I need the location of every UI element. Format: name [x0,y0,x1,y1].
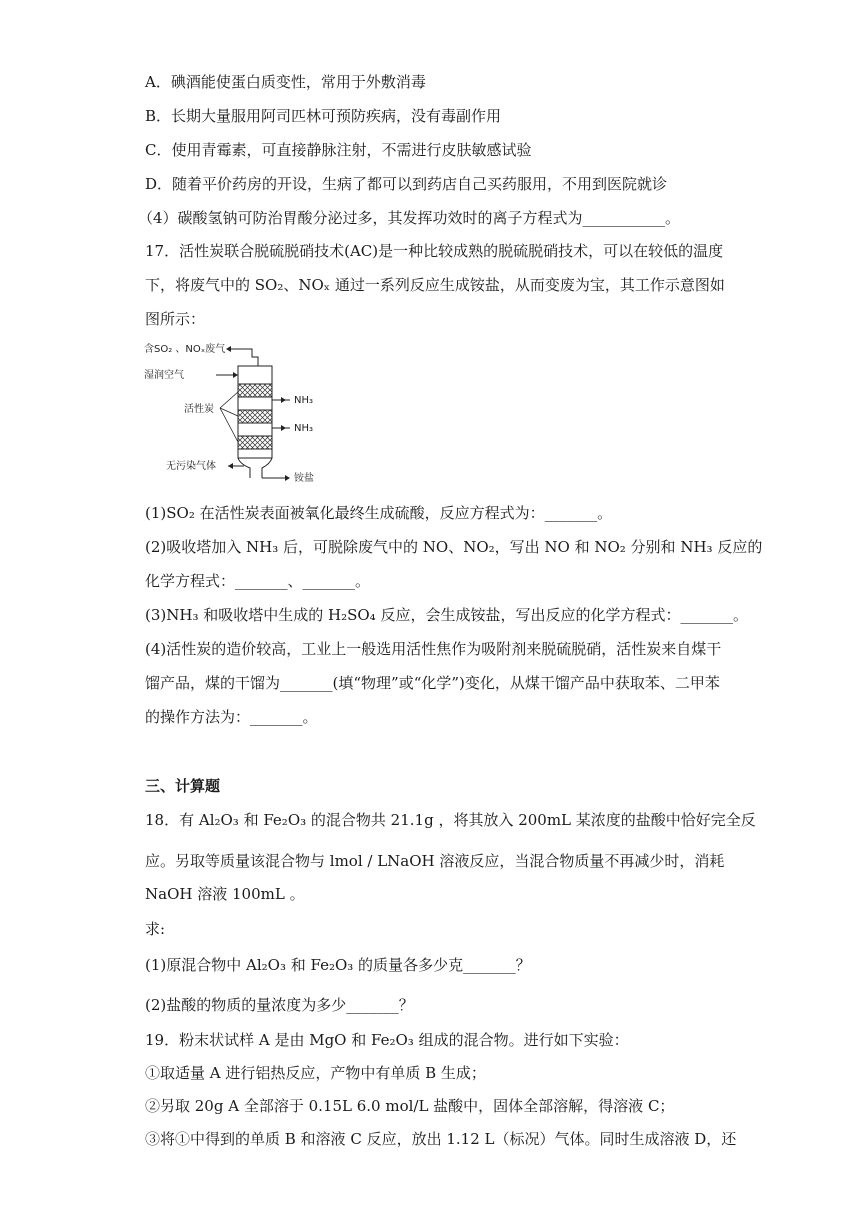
section-title: 三、计算题 [145,777,221,795]
q17-line-1: 17．活性炭联合脱硫脱硝技术(AC)是一种比较成熟的脱硫脱硝技术，可以在较低的温度 [145,242,724,260]
q17-part-2-cont: 化学方程式：_______、_______。 [145,572,371,590]
carbon-pointer-lines [220,392,238,442]
label-ammonium-salt: 铵盐 [294,473,314,484]
q17-part-2: (2)吸收塔加入 NH₃ 后，可脱除废气中的 NO、NO₂，写出 NO 和 NO₂ 分别和 NH₃ 反应的 [145,538,763,556]
label-activated-carbon: 活性炭 [184,404,214,415]
q17-part-4-end: 的操作方法为：_______。 [145,708,318,726]
q18-question-2: (2)盐酸的物质的量浓度为多少_______？ [145,996,414,1014]
q16-option-c: C．使用青霉素，可直接静脉注射，不需进行皮肤敏感试验 [145,141,532,159]
q18-line-1: 18．有 Al₂O₃ 和 Fe₂O₃ 的混合物共 21.1g ，将其放入 200mL 某浓度的盐酸中恰好完全反 [145,811,756,829]
q16-option-b: B．长期大量服用阿司匹林可预防疾病，没有毒副作用 [145,107,502,125]
q16-option-a: A．碘酒能使蛋白质变性，常用于外敷消毒 [145,73,426,91]
q17-part-4-cont: 馏产品，煤的干馏为_______(填“物理”或“化学”)变化，从煤干馏产品中获取苯、二甲苯 [145,674,720,692]
label-clean-gas: 无污染气体 [166,461,216,472]
q17-part-3: (3)NH₃ 和吸收塔中生成的 H₂SO₄ 反应，会生成铵盐，写出反应的化学方程式：_______。 [145,606,748,624]
q19-step-3: ③将①中得到的单质 B 和溶液 C 反应，放出 1.12 L（标况）气体。同时生成溶液 D，还 [145,1130,737,1148]
q19-line-1: 19．粉末状试样 A 是由 MgO 和 Fe₂O₃ 组成的混合物。进行如下实验： [145,1031,629,1049]
inlet-pipe [230,349,258,366]
q19-step-1: ①取适量 A 进行铝热反应，产物中有单质 B 生成； [145,1064,486,1082]
q19-step-2: ②另取 20g A 全部溶于 0.15L 6.0 mol/L 盐酸中，固体全部溶解，得溶液 C； [145,1097,675,1115]
label-humid-air: 湿润空气 [144,370,184,381]
label-nh3-2: NH₃ [294,423,314,434]
q18-question-1: (1)原混合物中 Al₂O₃ 和 Fe₂O₃ 的质量各多少克_______？ [145,956,531,974]
q17-part-1: (1)SO₂ 在活性炭表面被氧化最终生成硫酸，反应方程式为：_______。 [145,504,613,522]
q18-line-2: 应。另取等质量该混合物与 lmol / LNaOH 溶液反应，当混合物质量不再减少时，消耗 [145,852,725,870]
q17-line-3: 图所示： [145,310,206,328]
q18-line-4: 求: [145,920,166,938]
q16-part4: （4）碳酸氢钠可防治胃酸分泌过多，其发挥功效时的离子方程式为___________。 [138,209,681,227]
label-nh3-1: NH₃ [294,395,314,406]
carbon-bed-2 [238,410,272,423]
q17-line-2: 下，将废气中的 SO₂、NOₓ 通过一系列反应生成铵盐，从而变废为宝，其工作示意图如 [145,276,725,294]
q18-line-3: NaOH 溶液 100mL 。 [145,885,305,903]
q17-part-4: (4)活性炭的造价较高，工业上一般选用活性焦作为吸附剂来脱硫脱硝，活性炭来自煤干 [145,640,722,658]
absorption-tower-diagram [140,340,330,485]
carbon-bed-1 [238,384,272,397]
tower-bottom [238,458,272,478]
label-inlet-gas: 含SO₂ 、NOₓ废气 [144,344,226,355]
q16-option-d: D．随着平价药房的开设，生病了都可以到药店自己买药服用，不用到医院就诊 [145,175,668,193]
carbon-bed-3 [238,436,272,449]
